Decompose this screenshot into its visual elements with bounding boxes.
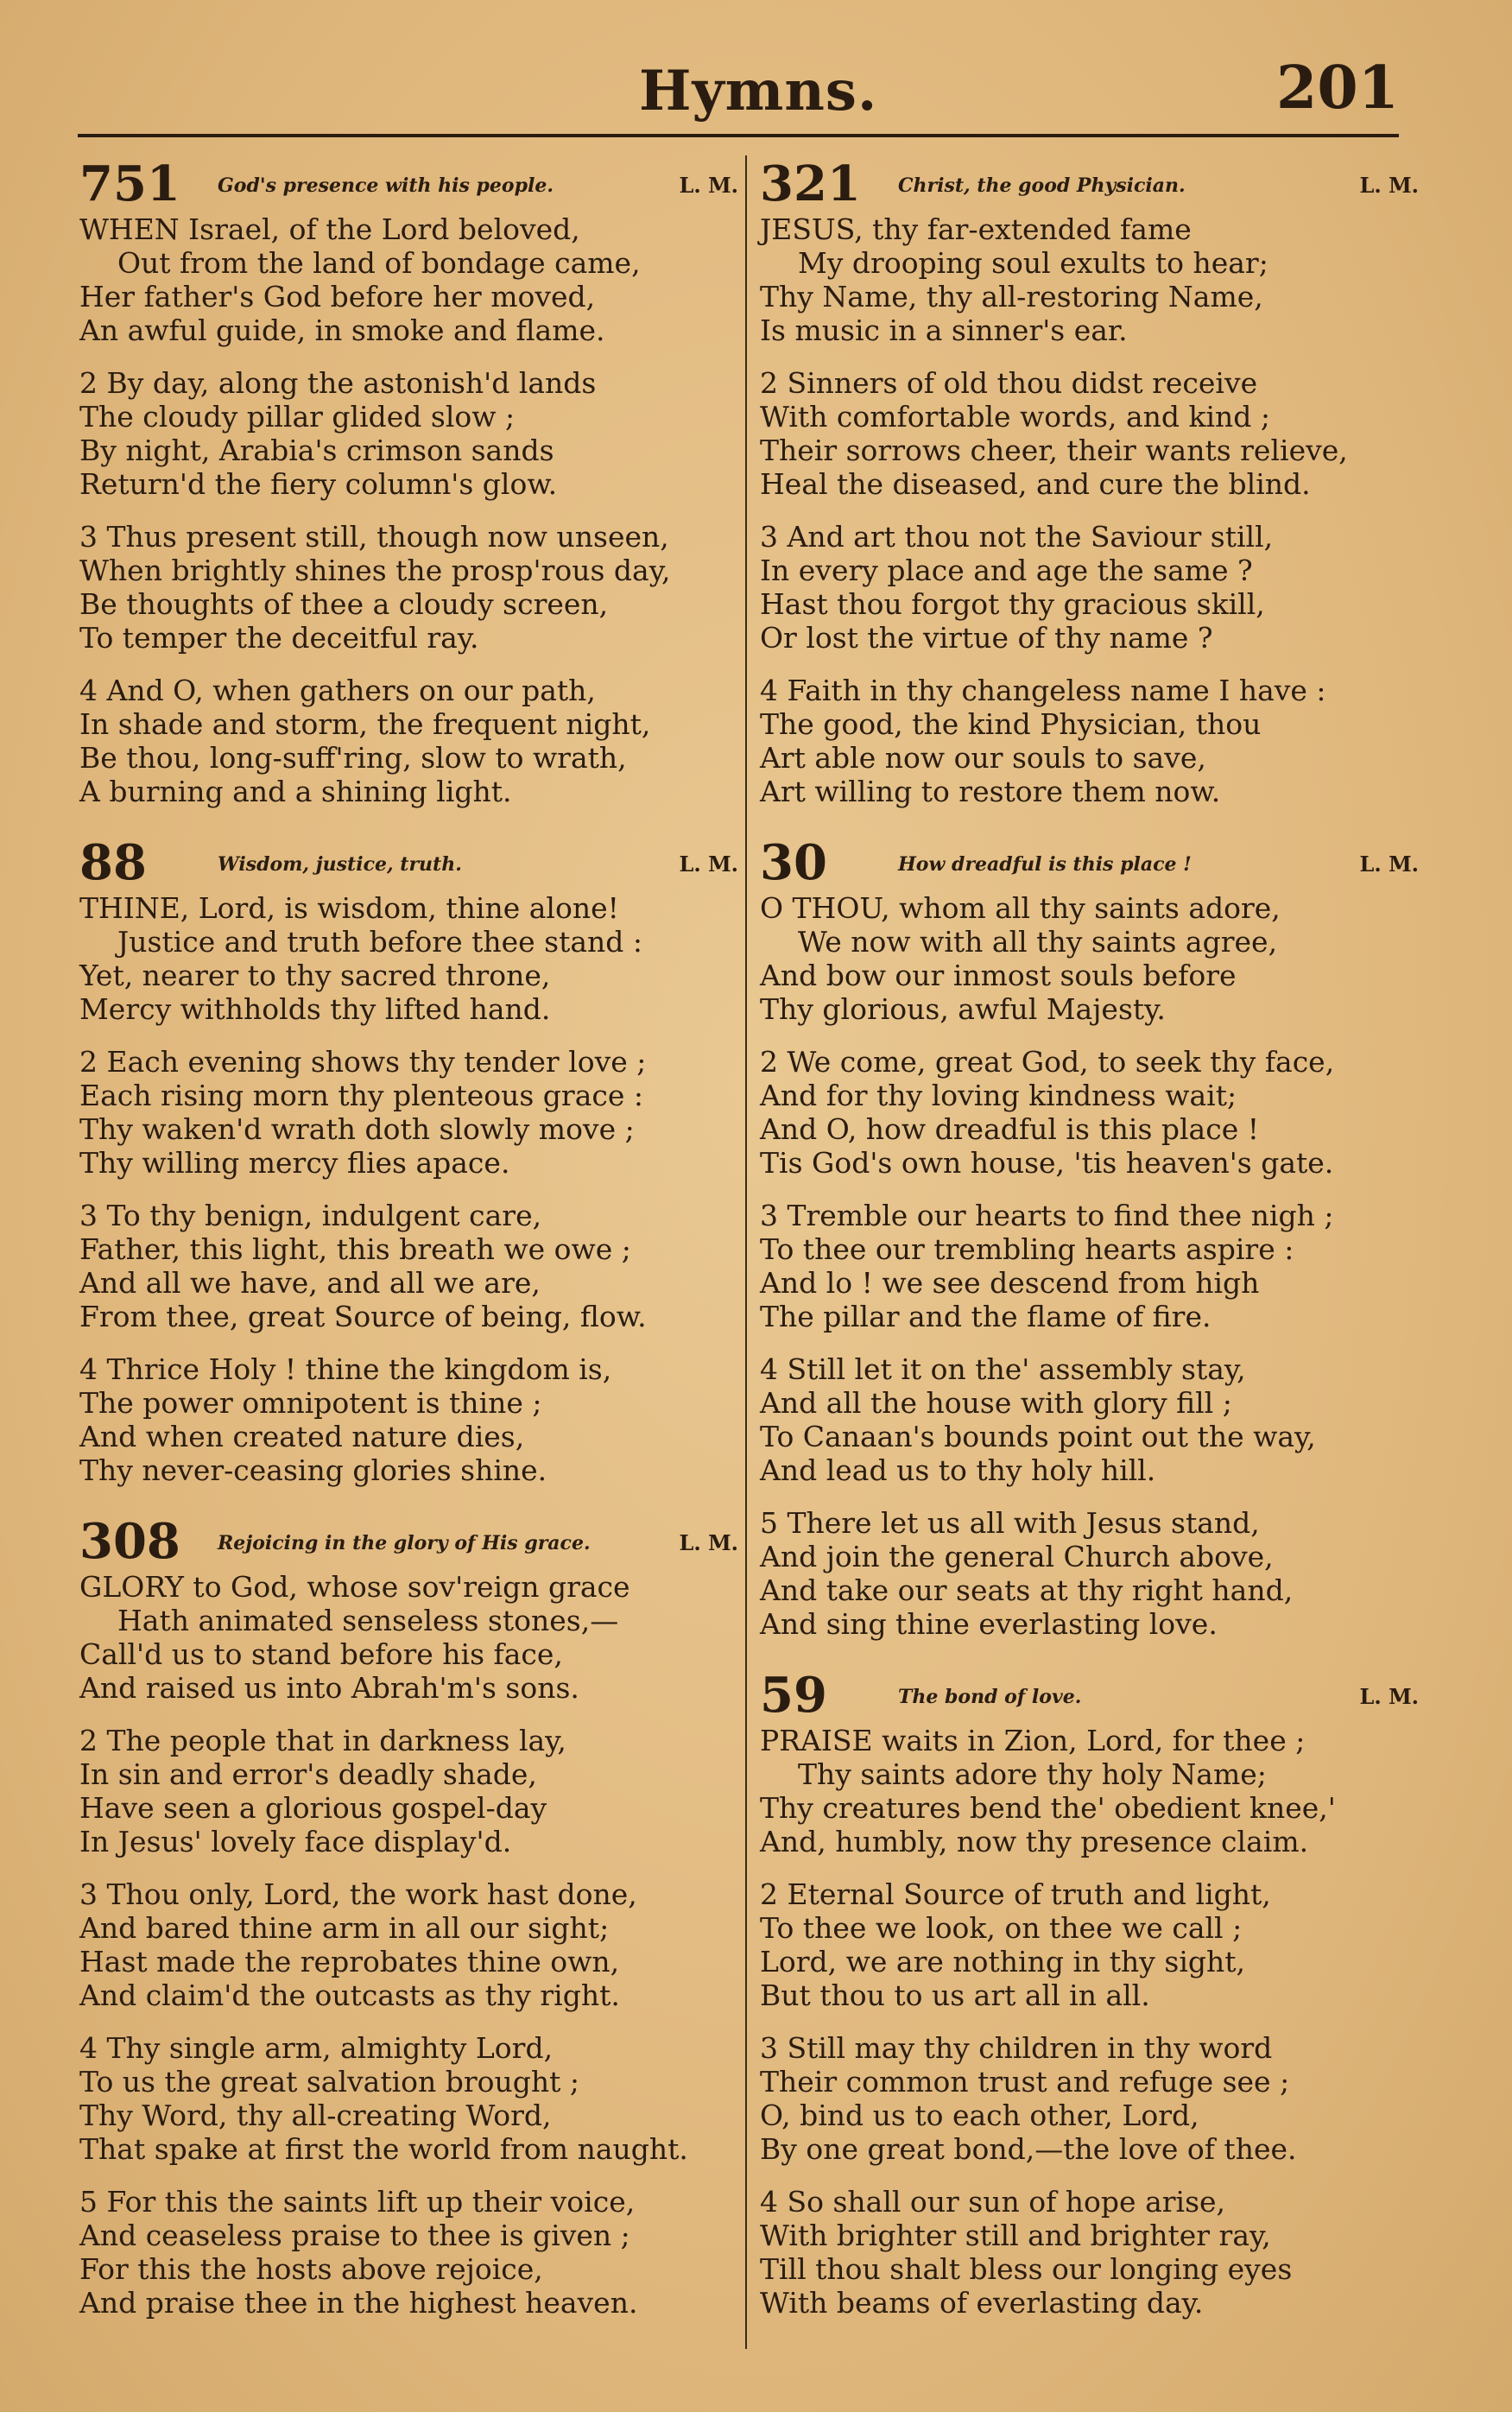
verse-line: We now with all thy saints agree, — [798, 925, 1278, 959]
hymn-verse — [79, 1352, 749, 1487]
verse-line: When brightly shines the prosp'rous day, — [79, 554, 671, 587]
verse-line: With beams of everlasting day. — [760, 2286, 1204, 2320]
verse-line: And lead us to thy holy hill. — [760, 1453, 1156, 1487]
verse-line: 5 For this the saints lift up their voice, — [79, 2185, 636, 2219]
verse-line: And ceaseless praise to thee is given ; — [79, 2219, 630, 2252]
verse-line: Have seen a glorious gospel-day — [79, 1791, 547, 1825]
verse-line: Be thou, long-suff'ring, slow to wrath, — [79, 741, 627, 775]
verse-line: 3 To thy benign, indulgent care, — [79, 1199, 542, 1232]
hymn — [760, 834, 1429, 1641]
verse-line: PRAISE waits in Zion, Lord, for thee ; — [760, 1724, 1306, 1757]
left-column — [79, 155, 749, 2346]
hymn-heading — [760, 1667, 1429, 1724]
page-title: Hymns. — [639, 59, 878, 123]
verse-line: 2 Each evening shows thy tender love ; — [79, 1045, 647, 1079]
verse-line: Hath animated senseless stones,— — [117, 1604, 619, 1637]
verse-line: With brighter still and brighter ray, — [760, 2219, 1271, 2252]
verse-line: The good, the kind Physician, thou — [760, 707, 1262, 741]
verse-line: By one great bond,—the love of thee. — [760, 2132, 1297, 2166]
verse-line: 2 Eternal Source of truth and light, — [760, 1877, 1271, 1911]
hymn-verse — [79, 1199, 749, 1333]
verse-line: My drooping soul exults to hear; — [798, 246, 1268, 280]
verse-line: Or lost the virtue of thy name ? — [760, 621, 1213, 655]
hymn-verse — [760, 674, 1429, 808]
verse-line: To temper the deceitful ray. — [79, 621, 479, 655]
hymn-meter: L. M. — [679, 173, 738, 198]
verse-line: Their common trust and refuge see ; — [760, 2065, 1290, 2099]
verse-line: Her father's God before her moved, — [79, 280, 596, 313]
verse-line: 3 Thus present still, though now unseen, — [79, 520, 669, 554]
hymn-verse — [79, 212, 749, 347]
verse-line: And for thy loving kindness wait; — [760, 1079, 1237, 1112]
hymn-verse — [79, 1724, 749, 1858]
hymn-heading — [79, 1513, 749, 1570]
verse-line: Hast thou forgot thy gracious skill, — [760, 587, 1265, 621]
hymn-meter: L. M. — [679, 851, 738, 877]
verse-line: Father, this light, this breath we owe ; — [79, 1232, 631, 1266]
verse-line: The power omnipotent is thine ; — [79, 1386, 542, 1420]
verse-line: That spake at first the world from naught. — [79, 2132, 688, 2166]
hymn-verse — [760, 1506, 1429, 1641]
hymn-verse — [79, 1570, 749, 1705]
hymn-subtitle: God's presence with his people. — [218, 174, 554, 197]
verse-line: An awful guide, in smoke and flame. — [79, 313, 605, 347]
verse-line: Each rising morn thy plenteous grace : — [79, 1079, 643, 1112]
verse-line: In shade and storm, the frequent night, — [79, 707, 651, 741]
verse-line: But thou to us art all in all. — [760, 1978, 1150, 2012]
hymn-meter: L. M. — [1359, 851, 1419, 877]
hymn-heading — [79, 155, 749, 212]
verse-line: Art willing to restore them now. — [760, 775, 1221, 808]
hymn-meter: L. M. — [1359, 1684, 1419, 1709]
hymn-verse — [79, 1045, 749, 1180]
hymn-verse — [760, 1045, 1429, 1180]
verse-line: THINE, Lord, is wisdom, thine alone! — [79, 891, 619, 925]
verse-line: Call'd us to stand before his face, — [79, 1637, 563, 1671]
verse-line: From thee, great Source of being, flow. — [79, 1300, 647, 1333]
verse-line: With comfortable words, and kind ; — [760, 400, 1271, 434]
header-rule — [78, 134, 1399, 137]
verse-line: 4 Faith in thy changeless name I have : — [760, 674, 1326, 707]
verse-line: And bared thine arm in all our sight; — [79, 1911, 610, 1945]
verse-line: 4 Thy single arm, almighty Lord, — [79, 2031, 554, 2065]
verse-line: Thy waken'd wrath doth slowly move ; — [79, 1112, 635, 1146]
verse-line: To us the great salvation brought ; — [79, 2065, 580, 2099]
verse-line: To Canaan's bounds point out the way, — [760, 1420, 1316, 1453]
hymn-verse — [79, 891, 749, 1026]
hymn-heading — [79, 834, 749, 891]
hymn-meter: L. M. — [679, 1530, 738, 1555]
verse-line: To thee our trembling hearts aspire : — [760, 1232, 1294, 1266]
page-header — [78, 52, 1399, 134]
verse-line: Thy creatures bend the' obedient knee,' — [760, 1791, 1336, 1825]
hymn-verse — [79, 2031, 749, 2166]
verse-line: The cloudy pillar glided slow ; — [79, 400, 516, 434]
hymn — [760, 1667, 1429, 2320]
verse-line: 3 And art thou not the Saviour still, — [760, 520, 1274, 554]
verse-line: O, bind us to each other, Lord, — [760, 2099, 1199, 2132]
page-number: 201 — [1276, 54, 1399, 123]
verse-line: Thy Name, thy all-restoring Name, — [760, 280, 1263, 313]
hymn-verse — [760, 2185, 1429, 2320]
verse-line: Be thoughts of thee a cloudy screen, — [79, 587, 609, 621]
verse-line: Lord, we are nothing in thy sight, — [760, 1945, 1246, 1978]
verse-line: Out from the land of bondage came, — [117, 246, 641, 280]
hymn-meter: L. M. — [1359, 173, 1419, 198]
verse-line: Thy never-ceasing glories shine. — [79, 1453, 547, 1487]
hymn-verse — [760, 366, 1429, 501]
hymn-verse — [79, 366, 749, 501]
hymn-number: 88 — [79, 834, 147, 891]
hymn-number: 30 — [760, 834, 827, 891]
hymn-subtitle: How dreadful is this place ! — [898, 853, 1192, 876]
hymn-subtitle: Wisdom, justice, truth. — [218, 853, 462, 876]
verse-line: Thy Word, thy all-creating Word, — [79, 2099, 552, 2132]
verse-line: Is music in a sinner's ear. — [760, 313, 1128, 347]
verse-line: And all we have, and all we are, — [79, 1266, 541, 1300]
verse-line: 3 Still may thy children in thy word — [760, 2031, 1273, 2065]
verse-line: By night, Arabia's crimson sands — [79, 434, 554, 467]
verse-line: Return'd the fiery column's glow. — [79, 467, 558, 501]
verse-line: 5 There let us all with Jesus stand, — [760, 1506, 1260, 1540]
verse-line: And all the house with glory fill ; — [760, 1386, 1232, 1420]
hymn-verse — [760, 212, 1429, 347]
verse-line: Yet, nearer to thy sacred throne, — [79, 959, 551, 992]
verse-line: Heal the diseased, and cure the blind. — [760, 467, 1311, 501]
verse-line: 2 Sinners of old thou didst receive — [760, 366, 1258, 400]
verse-line: And O, how dreadful is this place ! — [760, 1112, 1259, 1146]
hymn-subtitle: The bond of love. — [898, 1686, 1082, 1708]
hymn — [79, 155, 749, 808]
verse-line: 4 And O, when gathers on our path, — [79, 674, 596, 707]
verse-line: For this the hosts above rejoice, — [79, 2252, 543, 2286]
hymn-heading — [760, 834, 1429, 891]
verse-line: And claim'd the outcasts as thy right. — [79, 1978, 620, 2012]
verse-line: And take our seats at thy right hand, — [760, 1573, 1294, 1607]
verse-line: And raised us into Abrah'm's sons. — [79, 1671, 579, 1705]
verse-line: GLORY to God, whose sov'reign grace — [79, 1570, 630, 1604]
verse-line: 2 By day, along the astonish'd lands — [79, 366, 597, 400]
verse-line: Justice and truth before thee stand : — [117, 925, 643, 959]
verse-line: To thee we look, on thee we call ; — [760, 1911, 1243, 1945]
hymn-verse — [79, 520, 749, 655]
verse-line: In Jesus' lovely face display'd. — [79, 1825, 512, 1858]
verse-line: Art able now our souls to save, — [760, 741, 1206, 775]
verse-line: And when created nature dies, — [79, 1420, 525, 1453]
hymn-subtitle: Christ, the good Physician. — [898, 174, 1186, 197]
hymn-verse — [760, 891, 1429, 1026]
hymn — [760, 155, 1429, 808]
hymn-verse — [79, 1877, 749, 2012]
hymn-number: 751 — [79, 155, 180, 212]
hymn-verse — [760, 1199, 1429, 1333]
verse-line: Mercy withholds thy lifted hand. — [79, 992, 551, 1026]
verse-line: And sing thine everlasting love. — [760, 1607, 1218, 1641]
verse-line: Thy willing mercy flies apace. — [79, 1146, 510, 1180]
hymn-verse — [760, 1352, 1429, 1487]
hymn — [79, 834, 749, 1487]
verse-line: Tis God's own house, 'tis heaven's gate. — [760, 1146, 1334, 1180]
hymn-verse — [79, 674, 749, 808]
verse-line: The pillar and the flame of fire. — [760, 1300, 1211, 1333]
verse-line: In sin and error's deadly shade, — [79, 1757, 537, 1791]
hymn-verse — [760, 1877, 1429, 2012]
verse-line: And bow our inmost souls before — [760, 959, 1237, 992]
verse-line: Their sorrows cheer, their wants relieve, — [760, 434, 1348, 467]
verse-line: 4 So shall our sun of hope arise, — [760, 2185, 1226, 2219]
verse-line: 2 We come, great God, to seek thy face, — [760, 1045, 1335, 1079]
verse-line: And lo ! we see descend from high — [760, 1266, 1260, 1300]
verse-line: O THOU, whom all thy saints adore, — [760, 891, 1281, 925]
verse-line: 4 Still let it on the' assembly stay, — [760, 1352, 1246, 1386]
verse-line: 4 Thrice Holy ! thine the kingdom is, — [79, 1352, 612, 1386]
verse-line: 3 Thou only, Lord, the work hast done, — [79, 1877, 637, 1911]
hymn-verse — [760, 2031, 1429, 2166]
hymn-subtitle: Rejoicing in the glory of His grace. — [218, 1532, 591, 1554]
hymn-heading — [760, 155, 1429, 212]
verse-line: Thy saints adore thy holy Name; — [798, 1757, 1267, 1791]
right-column — [760, 155, 1429, 2346]
verse-line: WHEN Israel, of the Lord beloved, — [79, 212, 580, 246]
verse-line: Till thou shalt bless our longing eyes — [760, 2252, 1293, 2286]
hymn-number: 321 — [760, 155, 861, 212]
verse-line: A burning and a shining light. — [79, 775, 512, 808]
hymn-verse — [760, 520, 1429, 655]
hymn — [79, 1513, 749, 2320]
hymn-number: 59 — [760, 1667, 827, 1724]
verse-line: 3 Tremble our hearts to find thee nigh ; — [760, 1199, 1334, 1232]
verse-line: In every place and age the same ? — [760, 554, 1253, 587]
verse-line: 2 The people that in darkness lay, — [79, 1724, 566, 1757]
hymn-number: 308 — [79, 1513, 180, 1570]
verse-line: And praise thee in the highest heaven. — [79, 2286, 638, 2320]
verse-line: And join the general Church above, — [760, 1540, 1274, 1573]
hymn-verse — [760, 1724, 1429, 1858]
verse-line: JESUS, thy far-extended fame — [760, 212, 1192, 246]
verse-line: Thy glorious, awful Majesty. — [760, 992, 1166, 1026]
hymn-verse — [79, 2185, 749, 2320]
verse-line: Hast made the reprobates thine own, — [79, 1945, 620, 1978]
verse-line: And, humbly, now thy presence claim. — [760, 1825, 1309, 1858]
